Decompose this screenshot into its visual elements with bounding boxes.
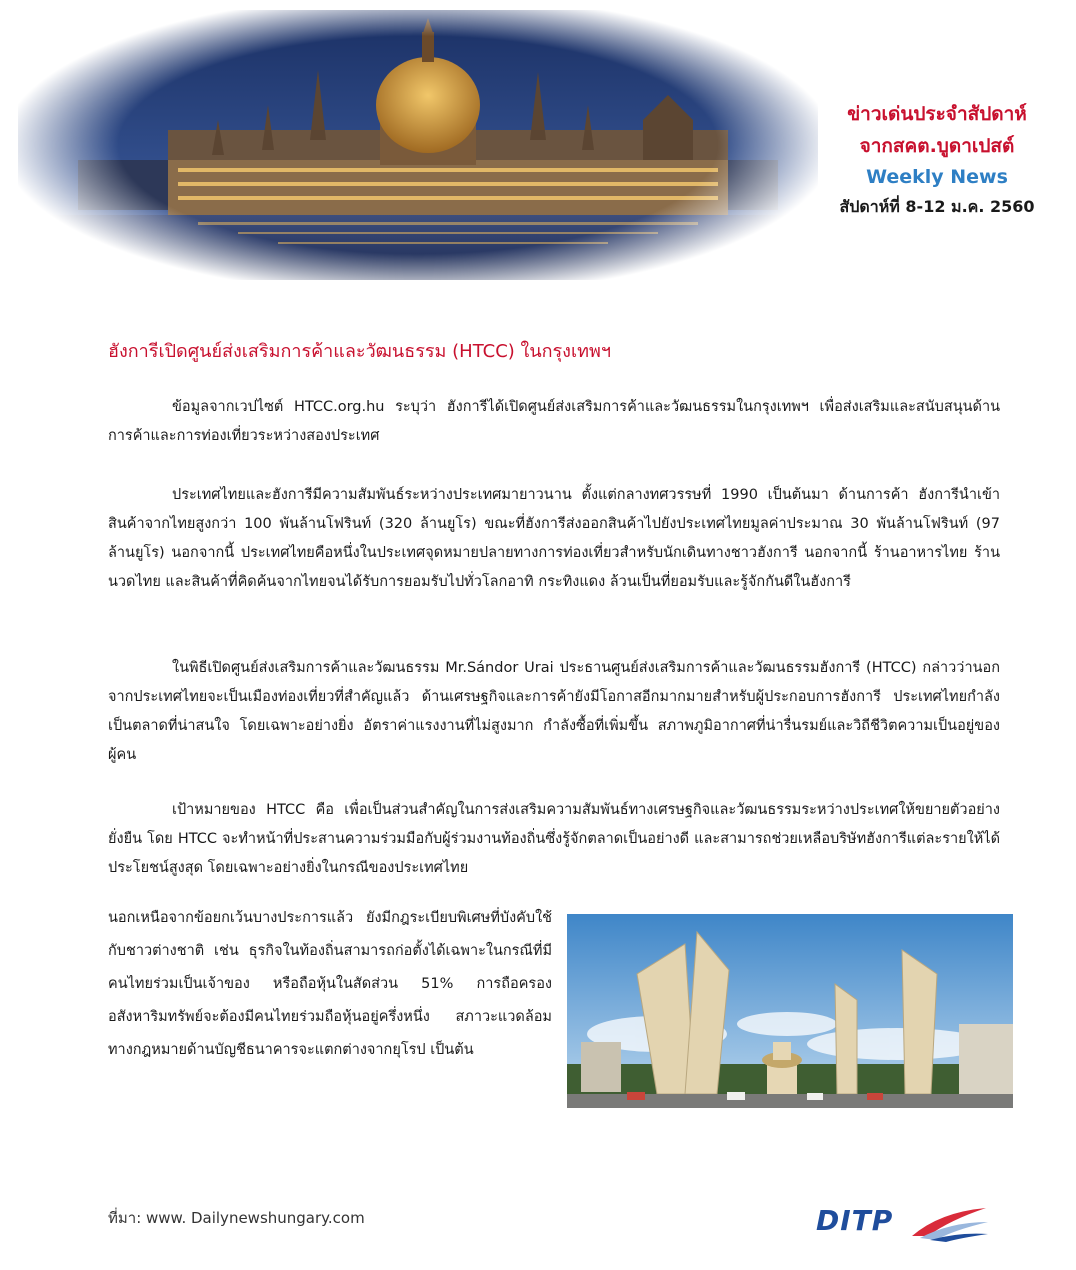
ditp-logo	[812, 1198, 1002, 1248]
article-paragraph-1: ข้อมูลจากเวปไซต์ HTCC.org.hu ระบุว่า ฮังการีได้เปิดศูนย์ส่งเสริมการค้าและวัฒนธรรมในกรุงเทพฯ เพื่อส่งเสริมและสนับสนุนด้านการค้าและการท่องเที่ยวระหว่างสองประเทศ	[108, 399, 1000, 444]
article-paragraph-2: ประเทศไทยและฮังการีมีความสัมพันธ์ระหว่างประเทศมายาวนาน ตั้งแต่กลางทศวรรษที่ 1990 เป็นต้นมา ด้านการค้า ฮังการีนำเข้าสินค้าจากไทยสูงกว่า 100 พันล้านโฟรินท์ (320 ล้านยูโร) ขณะที่ฮังการีส่งออกสินค้าไปยังประเทศไทยมูลค่าประมาณ 30 พันล้านโฟรินท์ (97 ล้านยูโร) นอกจากนี้ ประเทศไทยคือหนึ่งในประเทศจุดหมายปลายทางการท่องเที่ยวสำหรับนักเดินทางชาวฮังการี นอกจากนี้ ร้านอาหารไทย ร้านนวดไทย และสินค้าที่คิดค้นจากไทยจนได้รับการยอมรับไปทั่วโลกอาทิ กระทิงแดง ล้วนเป็นที่ยอมรับและรู้จักกันดีในฮังการี	[108, 487, 1000, 590]
newsletter-header	[812, 98, 1062, 222]
article-headline: ฮังการีเปิดศูนย์ส่งเสริมการค้าและวัฒนธรรม (HTCC) ในกรุงเทพฯ	[108, 341, 611, 362]
source-credit: ที่มา: www. Dailynewshungary.com	[108, 1209, 365, 1227]
ditp-logo-text: DITP	[816, 1204, 894, 1237]
header-weekly-news: Weekly News	[866, 166, 1008, 188]
header-title: ข่าวเด่นประจำสัปดาห์	[847, 103, 1027, 125]
ditp-swoosh-icon	[910, 1202, 990, 1242]
article-paragraph-4: เป้าหมายของ HTCC คือ เพื่อเป็นส่วนสำคัญในการส่งเสริมความสัมพันธ์ทางเศรษฐกิจและวัฒนธรรมระหว่างประเทศให้ขยายตัวอย่างยั่งยืน โดย HTCC จะทำหน้าที่ประสานความร่วมมือกับผู้ร่วมงานท้องถิ่นซึ่งรู้จักตลาดเป็นอย่างดี และสามารถช่วยเหลือบริษัทฮังการีแต่ละรายให้ได้ประโยชน์สูงสุด โดยเฉพาะอย่างยิ่งในกรณีของประเทศไทย	[108, 802, 1000, 876]
article-paragraph-3: ในพิธีเปิดศูนย์ส่งเสริมการค้าและวัฒนธรรม Mr.Sándor Urai ประธานศูนย์ส่งเสริมการค้าและวัฒนธรรมฮังการี (HTCC) กล่าวว่านอกจากประเทศไทยจะเป็นเมืองท่องเที่ยวที่สำคัญแล้ว ด้านเศรษฐกิจและการค้ายังมีโอกาสอีกมากมายสำหรับผู้ประกอบการฮังการี ประเทศไทยกำลังเป็นตลาดที่น่าสนใจ โดยเฉพาะอย่างยิ่ง อัตราค่าแรงงานที่ไม่สูงมาก กำลังซื้อที่เพิ่มขึ้น สภาพภูมิอากาศที่น่ารื่นรมย์และวิถีชีวิตความเป็นอยู่ของผู้คน	[108, 660, 1000, 763]
header-subtitle: จากสคต.บูดาเปสต์	[859, 135, 1015, 157]
header-week-date: สัปดาห์ที่ 8-12 ม.ค. 2560	[839, 197, 1035, 216]
democracy-monument-photo	[567, 914, 1013, 1108]
parliament-banner-photo	[18, 10, 818, 280]
article-paragraph-5: นอกเหนือจากข้อยกเว้นบางประการแล้ว ยังมีกฎระเบียบพิเศษที่บังคับใช้กับชาวต่างชาติ เช่น ธุรกิจในท้องถิ่นสามารถก่อตั้งได้เฉพาะในกรณีที่มีคนไทยร่วมเป็นเจ้าของ หรือถือหุ้นในสัดส่วน 51% การถือครองอสังหาริมทรัพย์จะต้องมีคนไทยร่วมถือหุ้นอยู่ครึ่งหนึ่ง สภาวะแวดล้อมทางกฎหมายด้านบัญชีธนาคารจะแตกต่างจากยุโรป เป็นต้น	[108, 910, 552, 1058]
